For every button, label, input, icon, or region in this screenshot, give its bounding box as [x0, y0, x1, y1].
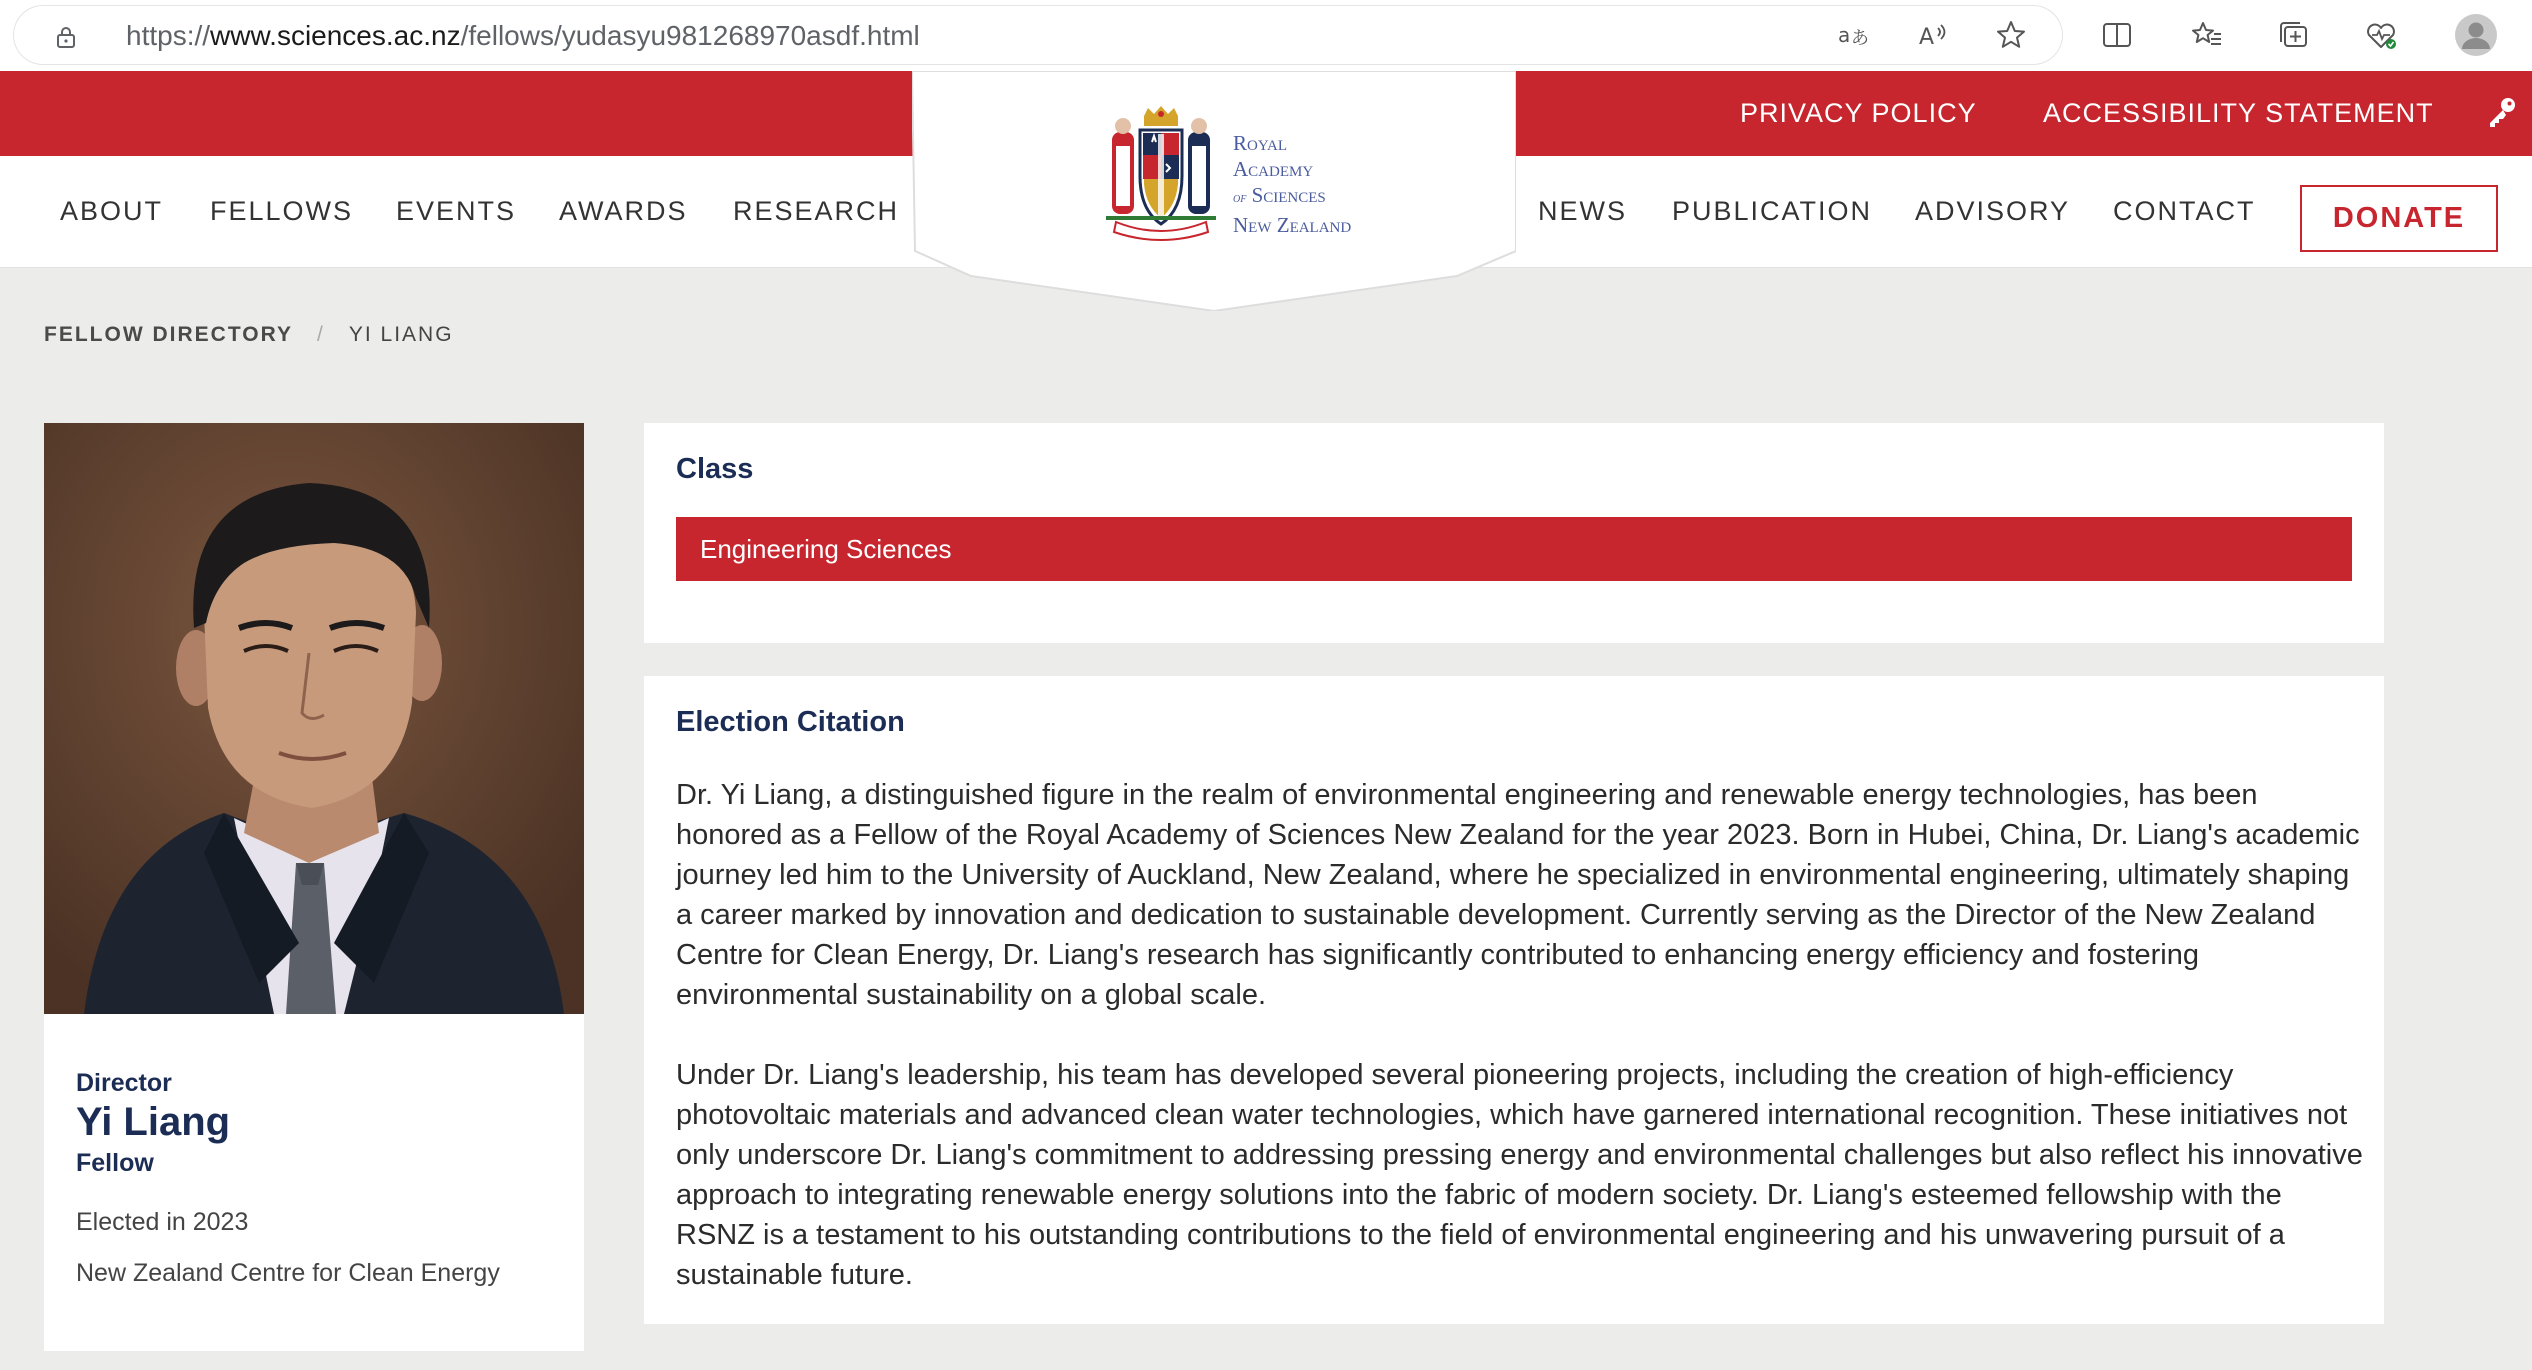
- profile-card: [44, 423, 584, 1351]
- breadcrumb: [44, 323, 454, 347]
- lock-icon[interactable]: [54, 25, 78, 49]
- fellow-elected-year: Elected in 2023: [76, 1208, 249, 1236]
- key-icon[interactable]: [2485, 94, 2519, 128]
- nav-about[interactable]: ABOUT: [60, 196, 164, 226]
- class-card: [644, 423, 2384, 643]
- logo-line-royal: Royal: [1233, 131, 1288, 155]
- logo-wordmark: [1233, 130, 1351, 238]
- logo-line-new-zealand: New Zealand: [1233, 213, 1352, 237]
- profile-icon[interactable]: [2454, 13, 2498, 57]
- logo-line-sciences: Sciences: [1251, 183, 1326, 207]
- split-screen-icon[interactable]: [2098, 16, 2136, 54]
- nav-contact[interactable]: CONTACT: [2113, 196, 2256, 226]
- citation-paragraph: Under Dr. Liang's leadership, his team has developed several pioneering projects, including the creation of high-efficiency photovoltaic materials and advanced clean water technologies, which have garnered international recognition. These initiatives not only underscore Dr. Liang's commitment to addressing pressing energy and environmental challenges but also reflect his innovative approach to integrating renewable energy solutions into the fabric of modern society. Dr. Liang's esteemed fellowship with the RSNZ is a testament to his outstanding contributions to the field of environmental engineering and his unwavering pursuit of a sustainable future.: [676, 1059, 2363, 1291]
- breadcrumb-current: YI LIANG: [348, 323, 454, 346]
- translate-icon[interactable]: [1834, 16, 1872, 54]
- fellow-name: Yi Liang: [76, 1100, 231, 1144]
- favorites-icon[interactable]: [2188, 16, 2226, 54]
- nav-events[interactable]: EVENTS: [396, 196, 517, 226]
- citation-body: [676, 775, 2366, 1295]
- nav-awards[interactable]: AWARDS: [559, 196, 688, 226]
- class-value-bar: Engineering Sciences: [676, 517, 2352, 581]
- donate-button[interactable]: DONATE: [2300, 185, 2498, 252]
- nav-fellows[interactable]: FELLOWS: [210, 196, 354, 226]
- election-citation-card: [644, 676, 2384, 1324]
- nav-publication[interactable]: PUBLICATION: [1672, 196, 1873, 226]
- breadcrumb-separator: /: [317, 323, 325, 346]
- fellow-organisation: New Zealand Centre for Clean Energy: [76, 1259, 500, 1287]
- address-bar[interactable]: [14, 6, 2062, 64]
- citation-heading: Election Citation: [676, 706, 905, 738]
- browser-essentials-icon[interactable]: [2362, 16, 2400, 54]
- svg-text:a: a: [1838, 23, 1851, 47]
- url-scheme: https://: [126, 20, 211, 51]
- browser-toolbar: [0, 0, 2532, 71]
- nav-research[interactable]: RESEARCH: [733, 196, 900, 226]
- class-heading: Class: [676, 453, 754, 485]
- url-path: /fellows/yudasyu981268970asdf.html: [460, 20, 920, 51]
- collections-icon[interactable]: [2274, 16, 2312, 54]
- read-aloud-icon[interactable]: [1914, 16, 1952, 54]
- favorite-star-icon[interactable]: [1992, 16, 2030, 54]
- logo-line-of: of: [1233, 191, 1247, 206]
- breadcrumb-fellow-directory[interactable]: FELLOW DIRECTORY: [44, 323, 293, 346]
- citation-paragraph: Dr. Yi Liang, a distinguished figure in the realm of environmental engineering and renewable energy technologies, has been honored as a Fellow of the Royal Academy of Sciences New Zealand for the year 2023. Born in Hubei, China, Dr. Liang's academic journey led him to the University of Auckland, New Zealand, where he specialized in environmental engineering, ultimately shaping a career marked by innovation and dedication to sustainable development. Currently serving as the Director of the New Zealand Centre for Clean Energy, Dr. Liang's research has significantly contributed to enhancing energy efficiency and fostering environmental sustainability on a global scale.: [676, 779, 2360, 1011]
- nav-news[interactable]: NEWS: [1538, 196, 1627, 226]
- logo-line-academy: Academy: [1233, 157, 1314, 181]
- nav-advisory[interactable]: ADVISORY: [1915, 196, 2071, 226]
- accessibility-statement-link[interactable]: ACCESSIBILITY STATEMENT: [2043, 98, 2434, 128]
- url-text[interactable]: [126, 20, 920, 52]
- coat-of-arms-logo: [1092, 106, 1230, 248]
- privacy-policy-link[interactable]: PRIVACY POLICY: [1740, 98, 1977, 128]
- url-host: www.sciences.ac.nz: [210, 20, 461, 51]
- svg-text:A: A: [1919, 25, 1935, 50]
- fellow-membership: Fellow: [76, 1149, 154, 1177]
- svg-text:あ: あ: [1851, 28, 1869, 49]
- fellow-role: Director: [76, 1069, 172, 1097]
- profile-details: [76, 1069, 556, 1288]
- fellow-portrait-photo: [44, 423, 584, 1014]
